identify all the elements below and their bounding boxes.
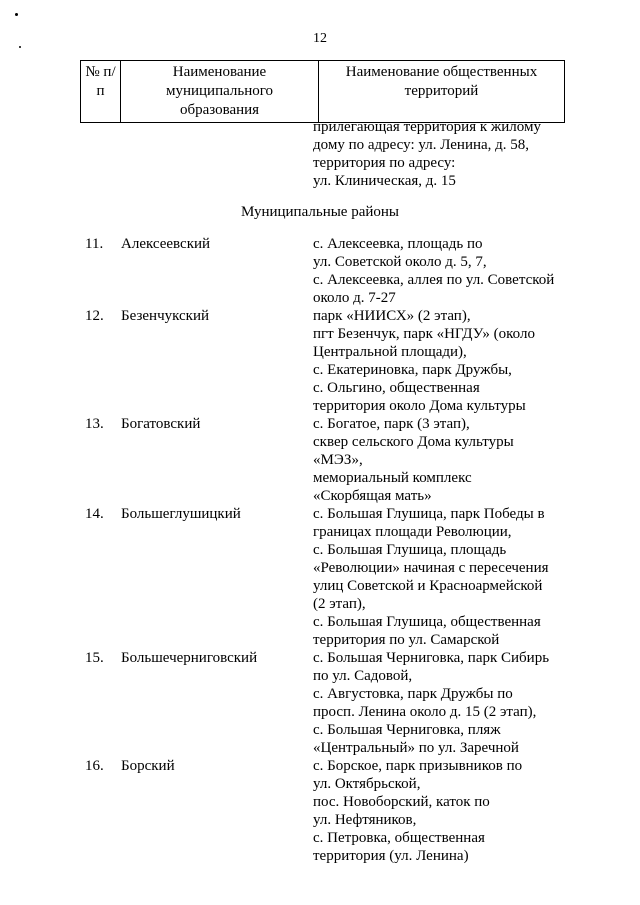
- continuation-line: территория по адресу:: [313, 155, 456, 171]
- territory-list: [313, 757, 565, 865]
- territory-line: просп. Ленина около д. 15 (2 этап),: [313, 704, 537, 720]
- territory-line: ул. Октябрьской,: [313, 776, 421, 792]
- continuation-line: прилегающая территория к жилому: [313, 119, 541, 135]
- territory-line: с. Алексеевка, аллея по ул. Советской: [313, 272, 555, 288]
- row-number: 14.: [85, 506, 104, 522]
- territory-list: [313, 505, 565, 649]
- territory-line: с. Алексеевка, площадь по: [313, 236, 483, 252]
- scan-mark: [15, 13, 18, 16]
- header-name: Наименование муниципального образования: [121, 61, 319, 123]
- continuation-line: ул. Клиническая, д. 15: [313, 173, 456, 189]
- table-row: [85, 649, 565, 757]
- municipality-name: Богатовский: [121, 416, 201, 432]
- table-row: [85, 235, 565, 307]
- territory-line: ул. Нефтяников,: [313, 812, 417, 828]
- territory-line: «Центральный» по ул. Заречной: [313, 740, 519, 756]
- page-number: 12: [313, 31, 327, 46]
- territory-line: с. Ольгино, общественная: [313, 380, 480, 396]
- territory-line: с. Борское, парк призывников по: [313, 758, 523, 774]
- territory-line: с. Большая Глушица, парк Победы в: [313, 506, 545, 522]
- row-number: 11.: [85, 236, 104, 252]
- continuation-line: дому по адресу: ул. Ленина, д. 58,: [313, 137, 530, 153]
- territory-line: парк «НИИСХ» (2 этап),: [313, 308, 471, 324]
- territory-line: с. Большая Глушица, общественная: [313, 614, 541, 630]
- table-body: [85, 235, 565, 865]
- territory-line: с. Екатериновка, парк Дружбы,: [313, 362, 512, 378]
- territory-line: (2 этап),: [313, 596, 366, 612]
- municipality-name: Большеглушицкий: [121, 506, 241, 522]
- territory-list: [313, 307, 565, 415]
- municipality-name: Безенчукский: [121, 308, 210, 324]
- territory-line: с. Большая Черниговка, парк Сибирь: [313, 650, 550, 666]
- territory-line: с. Большая Черниговка, пляж: [313, 722, 501, 738]
- territory-list: [313, 235, 565, 307]
- municipality-name: Борский: [121, 758, 175, 774]
- territory-line: «МЭЗ»,: [313, 452, 363, 468]
- table-row: [85, 505, 565, 649]
- territory-line: мемориальный комплекс: [313, 470, 472, 486]
- table-header: [80, 60, 565, 123]
- territory-line: «Скорбящая мать»: [313, 488, 432, 504]
- row-number: 16.: [85, 758, 104, 774]
- territory-line: территория около Дома культуры: [313, 398, 526, 414]
- table-row: [85, 415, 565, 505]
- row-number: 13.: [85, 416, 104, 432]
- territory-line: пос. Новоборский, каток по: [313, 794, 490, 810]
- territory-line: пгт Безенчук, парк «НГДУ» (около: [313, 326, 535, 342]
- territory-list: [313, 649, 565, 757]
- municipality-name: Большечерниговский: [121, 650, 258, 666]
- territory-line: Центральной площади),: [313, 344, 467, 360]
- table-row: [85, 307, 565, 415]
- continuation-cell: [313, 118, 563, 190]
- territory-line: с. Августовка, парк Дружбы по: [313, 686, 513, 702]
- row-number: 12.: [85, 308, 104, 324]
- territory-line: сквер сельского Дома культуры: [313, 434, 514, 450]
- header-num: № п/п: [81, 61, 121, 123]
- header-territory: Наименование общественных территорий: [319, 61, 565, 123]
- territory-line: с. Петровка, общественная: [313, 830, 485, 846]
- territory-line: территория по ул. Самарской: [313, 632, 500, 648]
- territory-line: около д. 7-27: [313, 290, 396, 306]
- territory-line: «Революции» начиная с пересечения: [313, 560, 549, 576]
- row-number: 15.: [85, 650, 104, 666]
- territory-line: границах площади Революции,: [313, 524, 512, 540]
- table-row: [85, 757, 565, 865]
- section-title: Муниципальные районы: [240, 204, 400, 220]
- territory-line: территория (ул. Ленина): [313, 848, 469, 864]
- territory-line: по ул. Садовой,: [313, 668, 413, 684]
- territory-list: [313, 415, 565, 505]
- territory-line: с. Большая Глушица, площадь: [313, 542, 507, 558]
- territory-line: с. Богатое, парк (3 этап),: [313, 416, 470, 432]
- territory-line: улиц Советской и Красноармейской: [313, 578, 543, 594]
- municipality-name: Алексеевский: [121, 236, 211, 252]
- territory-line: ул. Советской около д. 5, 7,: [313, 254, 487, 270]
